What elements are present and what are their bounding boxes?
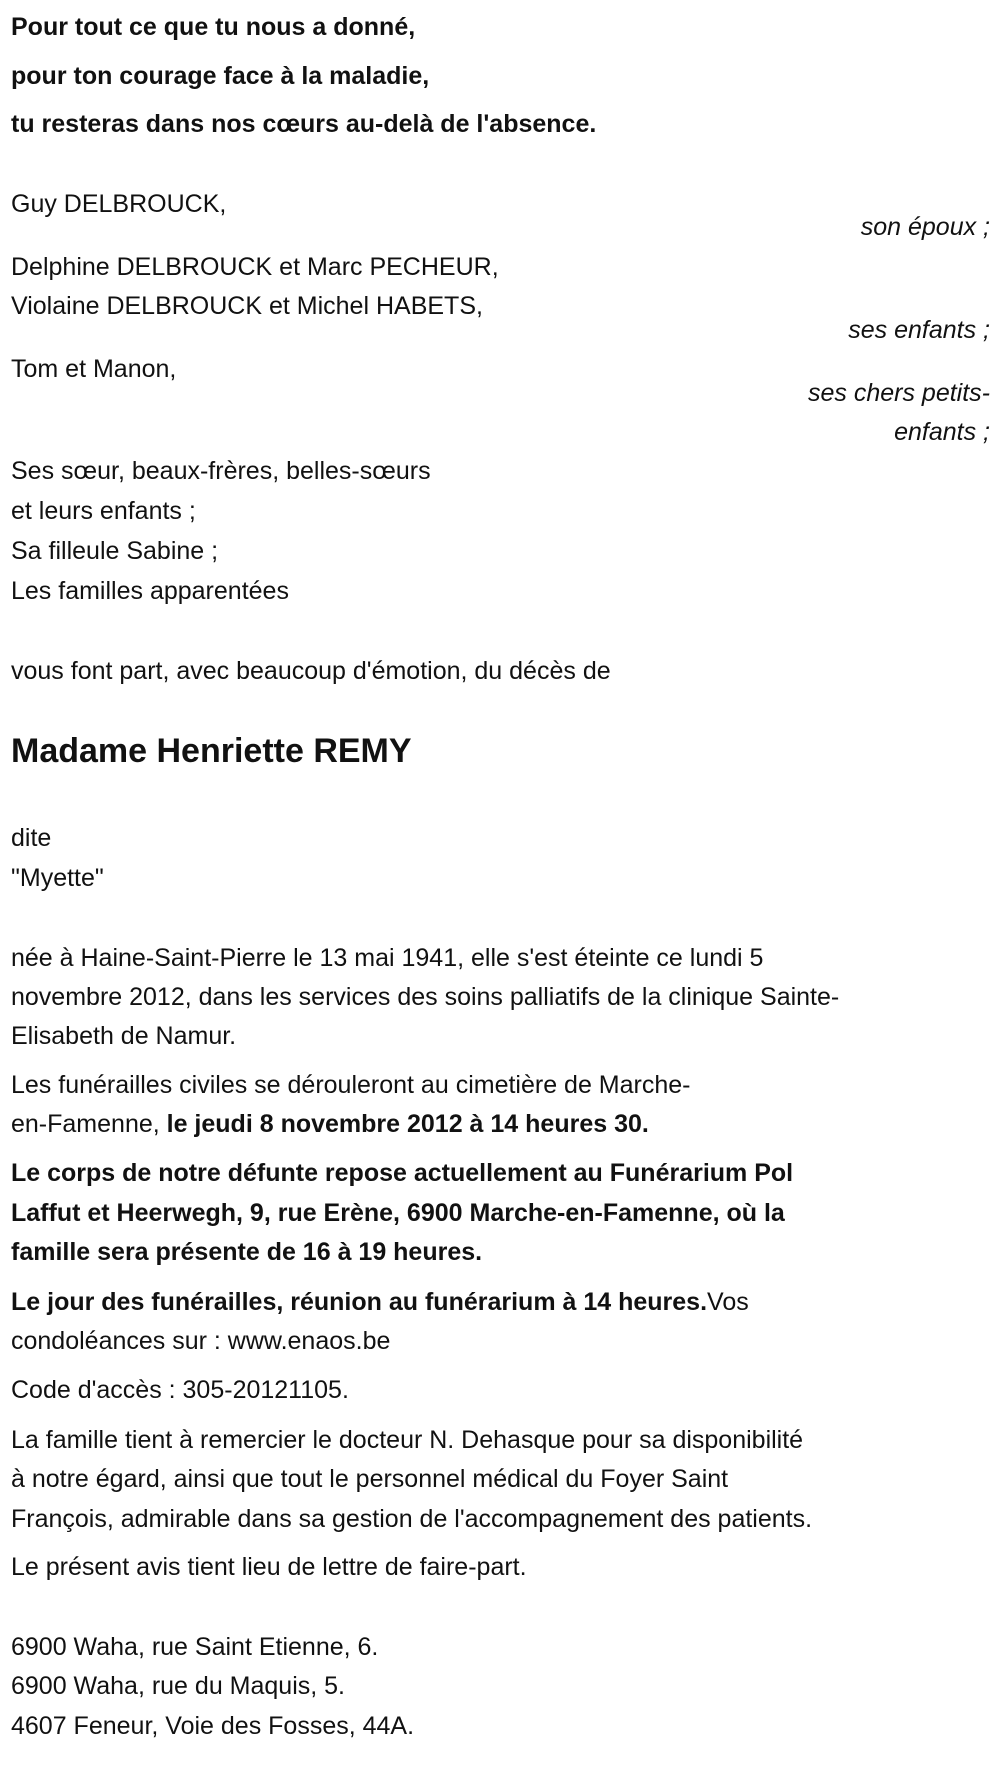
meeting-bold: Le jour des funérailles, réunion au funérarium à 14 heures. [11, 1288, 708, 1316]
birth-death-text: novembre 2012, dans les services des soins palliatifs de la clinique Sainte- [11, 983, 840, 1011]
deceased-name: Madame Henriette REMY [11, 732, 412, 770]
child-name: Violaine DELBROUCK et Michel HABETS, [11, 292, 483, 320]
other-family: et leurs enfants ; [11, 497, 196, 525]
birth-death-text: Elisabeth de Namur. [11, 1022, 237, 1050]
thanks-text: à notre égard, ainsi que tout le personnel médical du Foyer Saint [11, 1465, 729, 1493]
birth-death-text: née à Haine-Saint-Pierre le 13 mai 1941, elle s'est éteinte ce lundi 5 [11, 944, 764, 972]
meeting-text [11, 1287, 749, 1317]
other-family: Ses sœur, beaux-frères, belles-sœurs [11, 457, 431, 485]
funeral-datetime: le jeudi 8 novembre 2012 à 14 heures 30. [166, 1110, 649, 1138]
epigraph-line: pour ton courage face à la maladie, [11, 62, 430, 90]
rest-text: Le corps de notre défunte repose actuellement au Funérarium Pol [11, 1159, 794, 1187]
spouse-role: son époux ; [860, 213, 990, 241]
children-role: ses enfants ; [848, 316, 990, 344]
grandchildren-role: enfants ; [894, 418, 990, 446]
condolences-link[interactable]: condoléances sur : www.enaos.be [11, 1327, 391, 1355]
epigraph-line: Pour tout ce que tu nous a donné, [11, 13, 416, 41]
funeral-text: Les funérailles civiles se dérouleront au cimetière de Marche- [11, 1071, 691, 1099]
spouse-name: Guy DELBROUCK, [11, 190, 227, 218]
rest-text: Laffut et Heerwegh, 9, rue Erène, 6900 Marche-en-Famenne, où la [11, 1199, 785, 1227]
grandchildren-role: ses chers petits- [807, 379, 990, 407]
alias-label: dite [11, 824, 52, 852]
other-family: Les familles apparentées [11, 577, 289, 605]
notice-text: Le présent avis tient lieu de lettre de faire-part. [11, 1553, 527, 1581]
address: 6900 Waha, rue du Maquis, 5. [11, 1672, 345, 1700]
grandchildren-names: Tom et Manon, [11, 355, 177, 383]
thanks-text: François, admirable dans sa gestion de l'accompagnement des patients. [11, 1505, 813, 1533]
funeral-place: en-Famenne, [11, 1110, 167, 1138]
address: 6900 Waha, rue Saint Etienne, 6. [11, 1633, 379, 1661]
access-code: Code d'accès : 305-20121105. [11, 1376, 349, 1404]
thanks-text: La famille tient à remercier le docteur N. Dehasque pour sa disponibilité [11, 1426, 804, 1454]
meeting-rest: Vos [707, 1288, 749, 1316]
alias: "Myette" [11, 864, 104, 892]
funeral-text [11, 1109, 649, 1139]
child-name: Delphine DELBROUCK et Marc PECHEUR, [11, 253, 499, 281]
address: 4607 Feneur, Voie des Fosses, 44A. [11, 1712, 415, 1740]
rest-text: famille sera présente de 16 à 19 heures. [11, 1238, 483, 1266]
announcement: vous font part, avec beaucoup d'émotion, du décès de [11, 657, 611, 685]
other-family: Sa filleule Sabine ; [11, 537, 219, 565]
epigraph-line: tu resteras dans nos cœurs au-delà de l'absence. [11, 110, 597, 138]
